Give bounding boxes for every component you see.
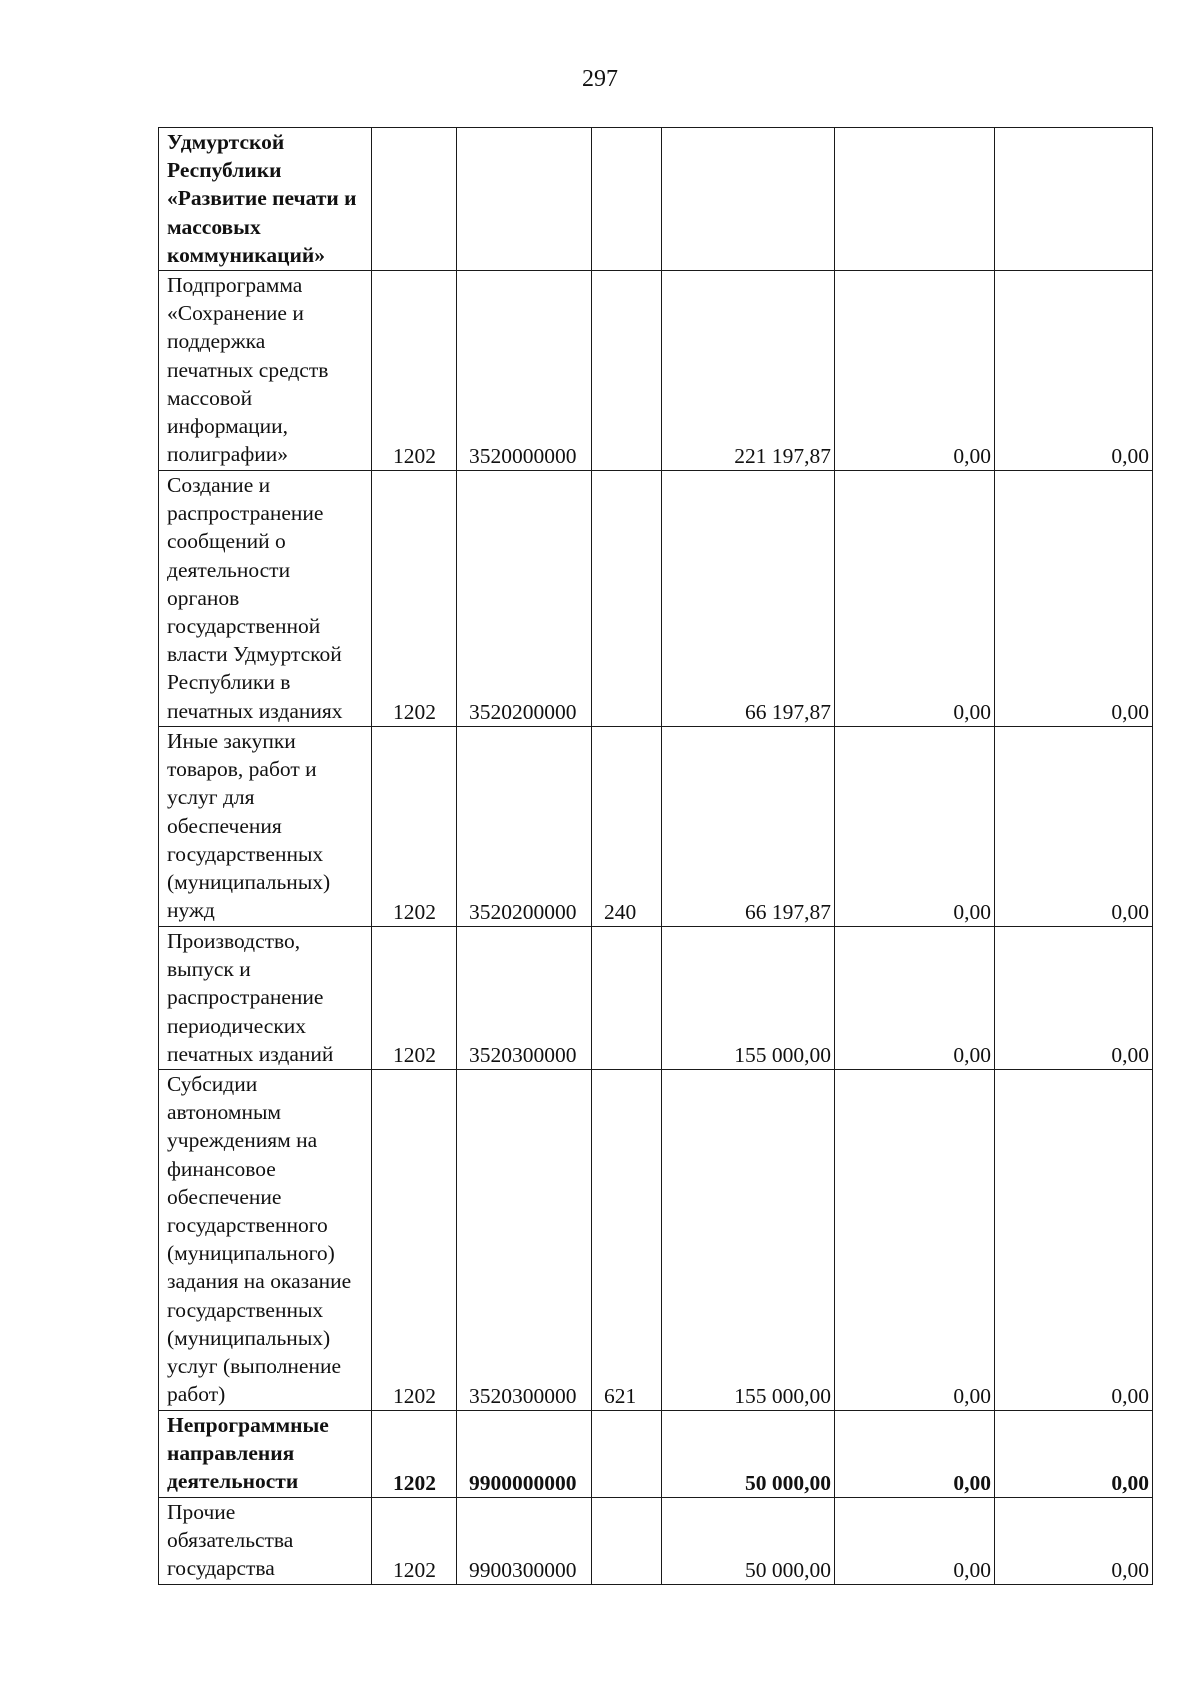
table-row (159, 271, 1153, 471)
amount-3-cell (995, 128, 1153, 271)
row-name: Прочие обязательства государства (167, 1500, 294, 1581)
table-row (159, 927, 1153, 1070)
table-row (159, 1498, 1153, 1585)
target-code-cell: 9900000000 (457, 1411, 592, 1498)
amount-3-cell: 0,00 (995, 927, 1153, 1070)
amount-2-cell: 0,00 (835, 271, 995, 471)
section-code-cell: 1202 (372, 471, 457, 727)
expense-type-cell (592, 1498, 662, 1585)
amount-2-cell: 0,00 (835, 727, 995, 927)
section-code-cell: 1202 (372, 1498, 457, 1585)
amount-1-cell: 66 197,87 (662, 471, 835, 727)
target-code-cell: 3520200000 (457, 471, 592, 727)
row-name-cell (159, 727, 372, 927)
target-code-cell: 3520300000 (457, 927, 592, 1070)
expense-type-cell: 621 (592, 1070, 662, 1411)
row-name-cell (159, 128, 372, 271)
row-name-cell (159, 1070, 372, 1411)
row-name: Производство, выпуск и распространение периодических печатных изданий (167, 929, 334, 1066)
table-row (159, 1411, 1153, 1498)
amount-1-cell: 66 197,87 (662, 727, 835, 927)
amount-1-cell: 50 000,00 (662, 1498, 835, 1585)
section-code-cell: 1202 (372, 927, 457, 1070)
amount-1-cell (662, 128, 835, 271)
section-code-cell: 1202 (372, 1411, 457, 1498)
amount-2-cell (835, 128, 995, 271)
row-name: Удмуртской Республики «Развитие печати и массовых коммуникаций» (167, 130, 357, 267)
section-code-cell: 1202 (372, 727, 457, 927)
target-code-cell: 3520000000 (457, 271, 592, 471)
amount-1-cell: 155 000,00 (662, 927, 835, 1070)
target-code-cell: 3520300000 (457, 1070, 592, 1411)
expense-type-cell (592, 1411, 662, 1498)
row-name-cell (159, 471, 372, 727)
target-code-cell (457, 128, 592, 271)
row-name-cell (159, 1498, 372, 1585)
expense-type-cell (592, 128, 662, 271)
table-body (159, 128, 1153, 1585)
amount-2-cell: 0,00 (835, 1498, 995, 1585)
amount-1-cell: 50 000,00 (662, 1411, 835, 1498)
amount-1-cell: 221 197,87 (662, 271, 835, 471)
section-code-cell: 1202 (372, 271, 457, 471)
page-number: 297 (582, 66, 618, 92)
expense-type-cell (592, 927, 662, 1070)
expense-type-cell: 240 (592, 727, 662, 927)
row-name-cell (159, 271, 372, 471)
table-row (159, 1070, 1153, 1411)
table-row (159, 471, 1153, 727)
row-name-cell (159, 1411, 372, 1498)
amount-2-cell: 0,00 (835, 1411, 995, 1498)
row-name: Создание и распространение сообщений о деятельности органов государственной власти Удмуртской Республики в печатных изданиях (167, 473, 343, 723)
amount-3-cell: 0,00 (995, 727, 1153, 927)
amount-1-cell: 155 000,00 (662, 1070, 835, 1411)
table-row (159, 128, 1153, 271)
row-name: Подпрограмма «Сохранение и поддержка печатных средств массовой информации, полиграфии» (167, 273, 329, 467)
expense-type-cell (592, 471, 662, 727)
target-code-cell: 9900300000 (457, 1498, 592, 1585)
amount-3-cell: 0,00 (995, 1070, 1153, 1411)
row-name: Иные закупки товаров, работ и услуг для обеспечения государственных (муниципальных) нужд (167, 729, 331, 923)
amount-2-cell: 0,00 (835, 927, 995, 1070)
amount-3-cell: 0,00 (995, 271, 1153, 471)
section-code-cell (372, 128, 457, 271)
amount-3-cell: 0,00 (995, 1498, 1153, 1585)
budget-table (158, 127, 1153, 1585)
row-name: Непрограммные направления деятельности (167, 1413, 329, 1494)
target-code-cell: 3520200000 (457, 727, 592, 927)
expense-type-cell (592, 271, 662, 471)
section-code-cell: 1202 (372, 1070, 457, 1411)
amount-3-cell: 0,00 (995, 1411, 1153, 1498)
amount-3-cell: 0,00 (995, 471, 1153, 727)
row-name-cell (159, 927, 372, 1070)
amount-2-cell: 0,00 (835, 1070, 995, 1411)
table-row (159, 727, 1153, 927)
amount-2-cell: 0,00 (835, 471, 995, 727)
row-name: Субсидии автономным учреждениям на финансовое обеспечение государственного (муниципального) задания на оказание государственных (муниципальных) услуг (выполнение работ) (167, 1072, 352, 1407)
